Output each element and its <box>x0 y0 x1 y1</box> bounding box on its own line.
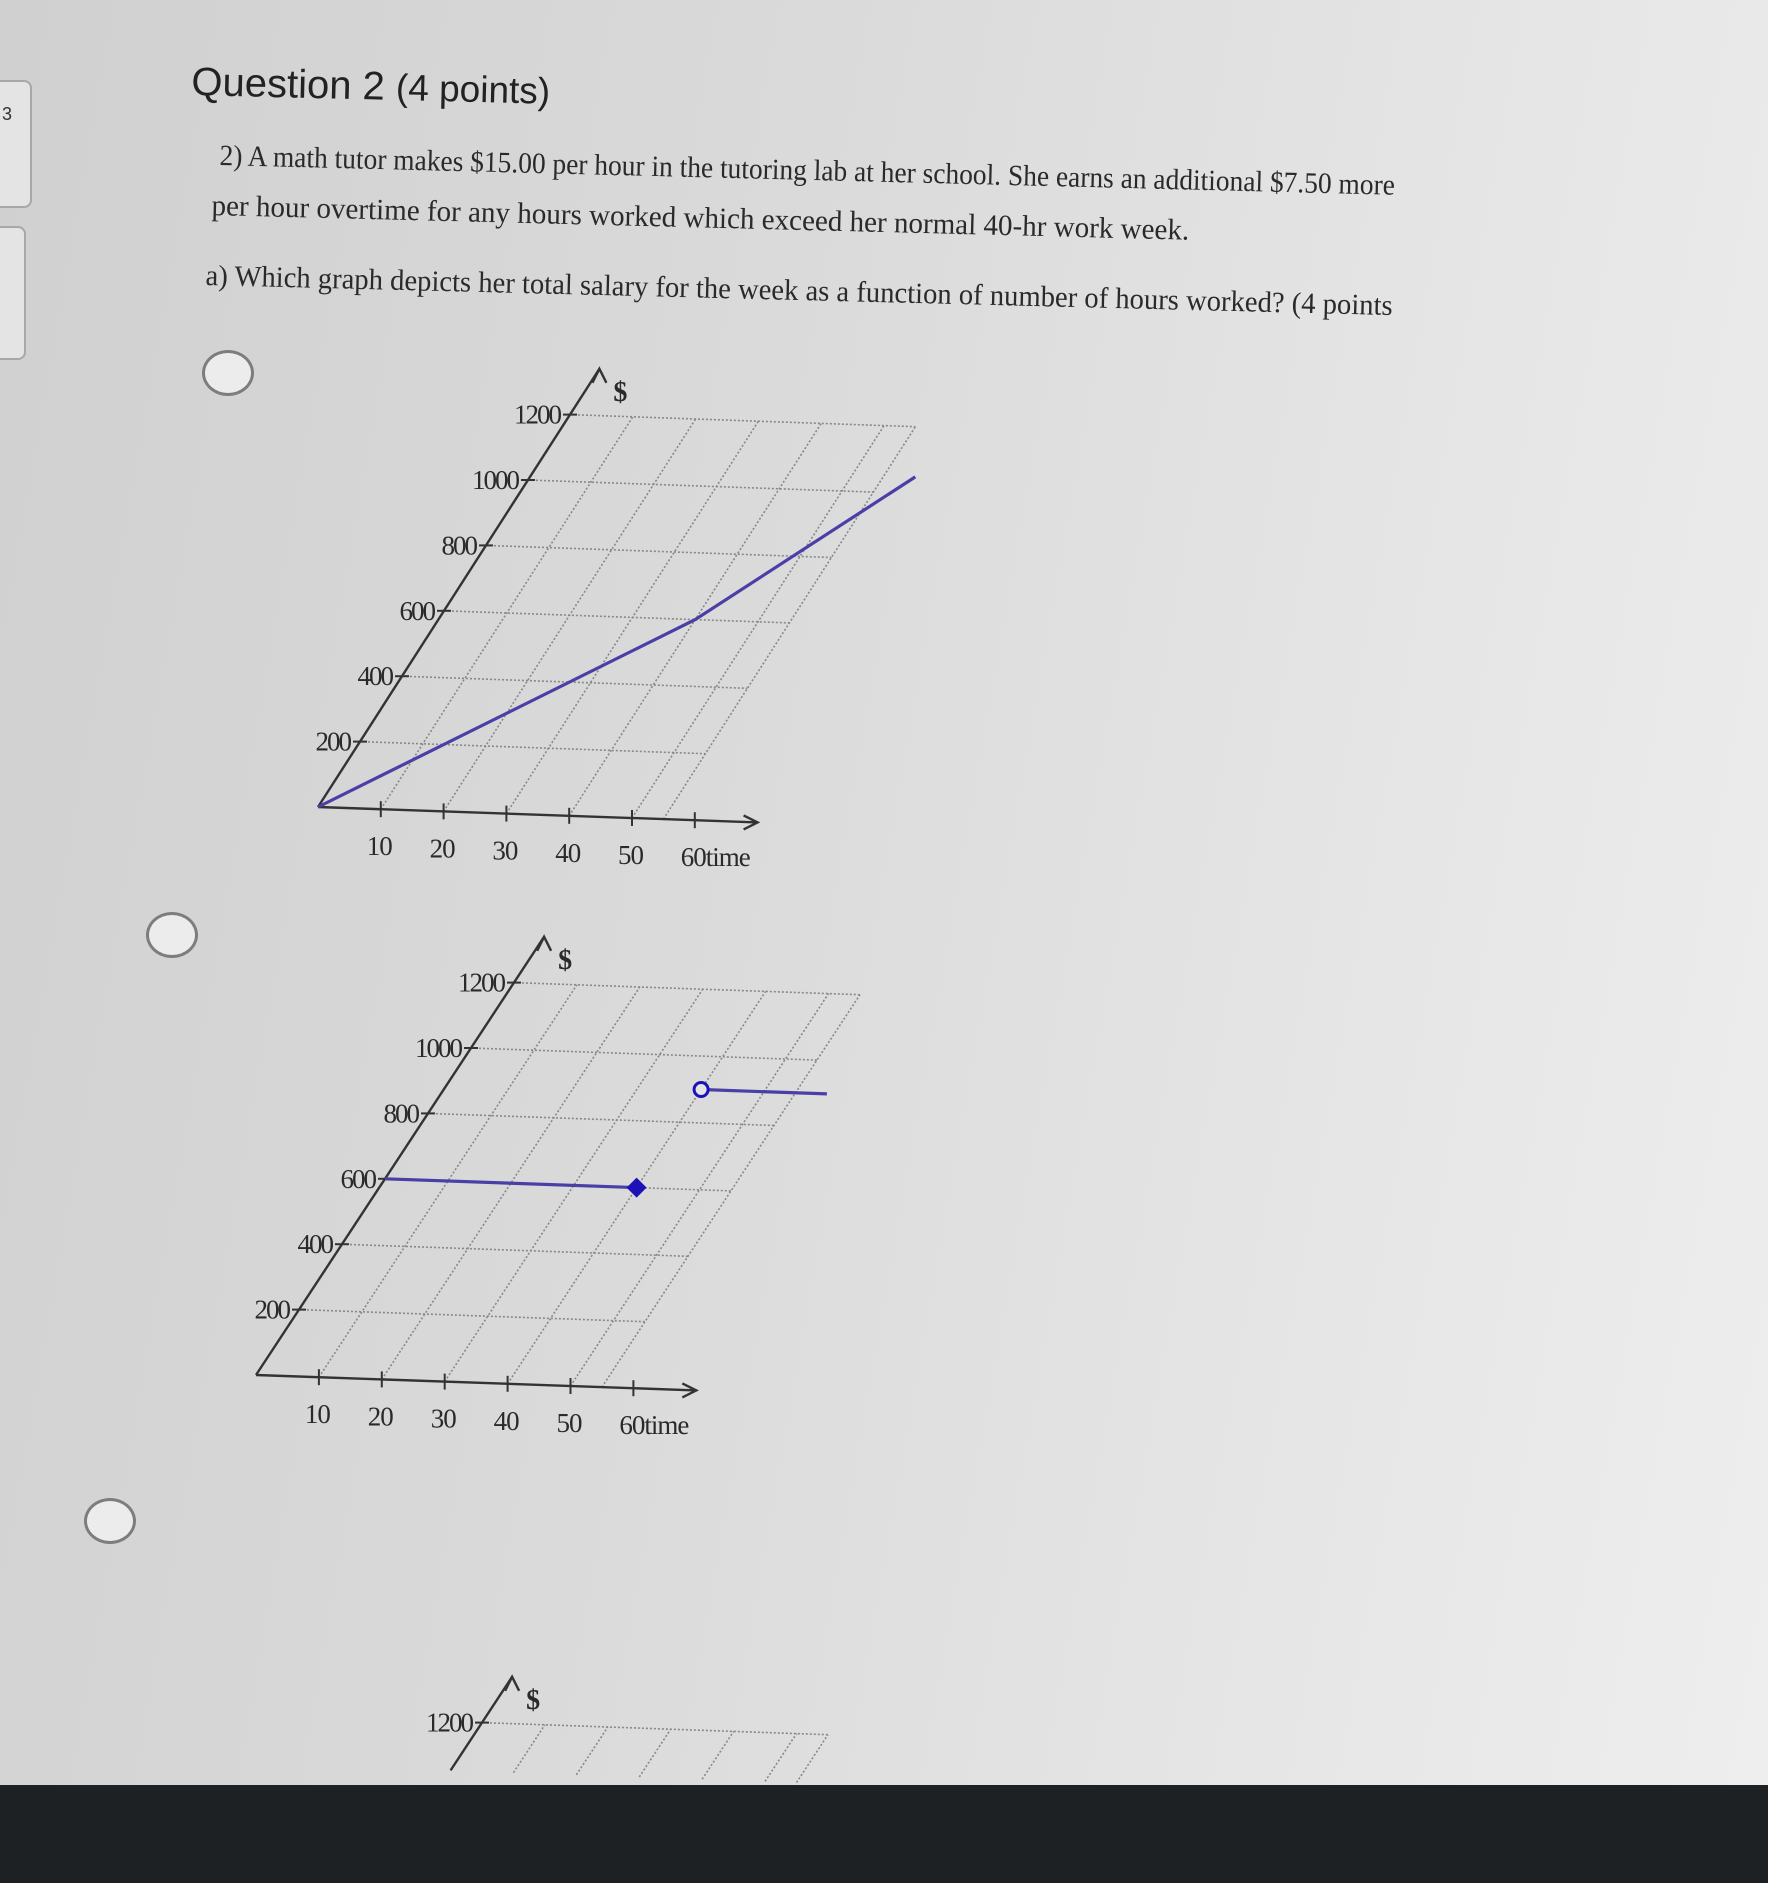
grid-line-h <box>471 1048 817 1060</box>
graph-1 <box>316 369 916 872</box>
x-tick-label: 60time <box>619 1410 689 1441</box>
x-axis <box>256 1375 696 1390</box>
y-tick-label: 1000 <box>415 1033 461 1063</box>
question-text-line-2: per hour overtime for any hours worked which exceed her normal 40-hr work week. <box>211 190 1190 247</box>
grid-line-h <box>444 611 789 623</box>
closed-endpoint <box>627 1178 647 1198</box>
grid-line-h <box>570 415 915 427</box>
x-tick-label: 40 <box>493 1405 519 1436</box>
y-tick-label: 1200 <box>514 399 560 430</box>
y-tick-label: 600 <box>399 595 434 626</box>
monitor-bezel <box>0 1785 1768 1883</box>
y-axis-label: $ <box>613 376 628 408</box>
x-tick-label: 10 <box>304 1399 330 1430</box>
y-tick-label: 1000 <box>472 465 518 495</box>
x-tick-label: 30 <box>430 1403 456 1434</box>
y-tick-label: 400 <box>297 1229 332 1260</box>
x-axis <box>318 807 758 822</box>
x-tick-label: 20 <box>367 1401 393 1432</box>
grid-line-v <box>571 994 829 1386</box>
y-tick-label: 200 <box>315 726 350 757</box>
x-tick-label: 20 <box>429 833 455 864</box>
y-tick-label: 600 <box>340 1163 375 1194</box>
y-axis-label: $ <box>526 1684 541 1716</box>
x-tick-label: 40 <box>555 837 581 868</box>
y-tick-label: 1200 <box>458 967 504 998</box>
y-axis-label: $ <box>558 944 573 976</box>
grid-line-v <box>513 1725 544 1773</box>
grid-line-h <box>486 545 831 557</box>
series-line <box>385 1179 637 1188</box>
x-tick-label: 60time <box>680 842 750 873</box>
y-tick-label: 200 <box>254 1294 289 1325</box>
grid-line-v <box>765 1734 796 1782</box>
grid-line-h <box>360 742 705 754</box>
question-nav-number: 3 <box>2 104 13 124</box>
graph-2 <box>255 937 860 1440</box>
question-title: Question 2 (4 points) <box>190 60 551 112</box>
grid-line-v <box>639 1729 670 1777</box>
y-tick-label: 400 <box>357 661 392 692</box>
x-tick-label: 50 <box>618 840 643 870</box>
grid-line-h <box>528 480 873 492</box>
grid-line-h <box>299 1310 645 1322</box>
question-text-line-1: 2) A math tutor makes $15.00 per hour in the tutoring lab at her school. She earns an additional $7.50 more <box>219 140 1396 202</box>
grid-line-h <box>514 983 860 995</box>
x-tick-label: 10 <box>366 831 392 862</box>
question-text-line-3: a) Which graph depicts her total salary for the week as a function of number of hours worked? (4 points <box>205 260 1394 323</box>
grid-border <box>797 1735 828 1783</box>
open-endpoint <box>694 1083 708 1097</box>
series-line <box>701 1090 827 1094</box>
grid-line-h <box>428 1113 774 1125</box>
x-tick-label: 30 <box>492 835 518 866</box>
grid-line-h <box>482 1723 828 1735</box>
grid-line-v <box>576 1727 607 1775</box>
y-tick-label: 800 <box>383 1098 418 1129</box>
grid-line-v <box>702 1731 733 1779</box>
x-tick-label: 50 <box>556 1408 582 1438</box>
y-tick-label: 1200 <box>426 1707 472 1738</box>
grid-line-h <box>342 1244 688 1256</box>
y-tick-label: 800 <box>441 530 476 561</box>
